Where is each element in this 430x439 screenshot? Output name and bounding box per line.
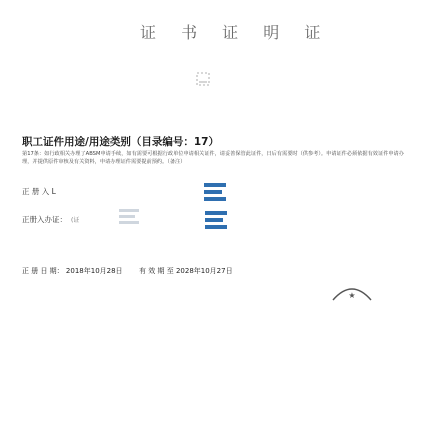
end-date-label: 有 效 期 至 [139, 267, 174, 275]
start-date-value: 2018年10月28日 [65, 267, 123, 275]
document-stack-icon [202, 179, 228, 205]
svg-text:★: ★ [348, 291, 356, 300]
official-seal-icon [331, 282, 373, 302]
validity-line [22, 266, 233, 276]
document-stack-icon-secondary [203, 209, 229, 233]
document-title: 证 书 证 明 证 [140, 23, 331, 42]
field-row-1 [22, 186, 56, 197]
start-date-label: 正 册 日 期： [22, 267, 64, 275]
section-heading: 职工证件用途/用途类别（目录编号：17） [22, 136, 219, 148]
field-row-1-label: 正 册 入 L [22, 187, 56, 196]
field-row-2-label: 正册入办证： [22, 215, 67, 224]
photo-placeholder-icon [196, 72, 210, 86]
end-date-value: 2028年10月27日 [175, 267, 233, 275]
faded-document-icon [116, 201, 142, 227]
field-row-2 [22, 214, 79, 225]
section-description: 第17条：如行政相关办理了ABSM申请手续，如有需要可根据行政单位申请相关证件，请妥善保管此证件，日后有需要时（供参考）。申请证件必须依据有效证件申请办理，并提供原件审核及有关资料，申请办理证件需要提前预约。（备注） [22, 151, 404, 165]
field-row-2-note: (证 [71, 217, 80, 224]
